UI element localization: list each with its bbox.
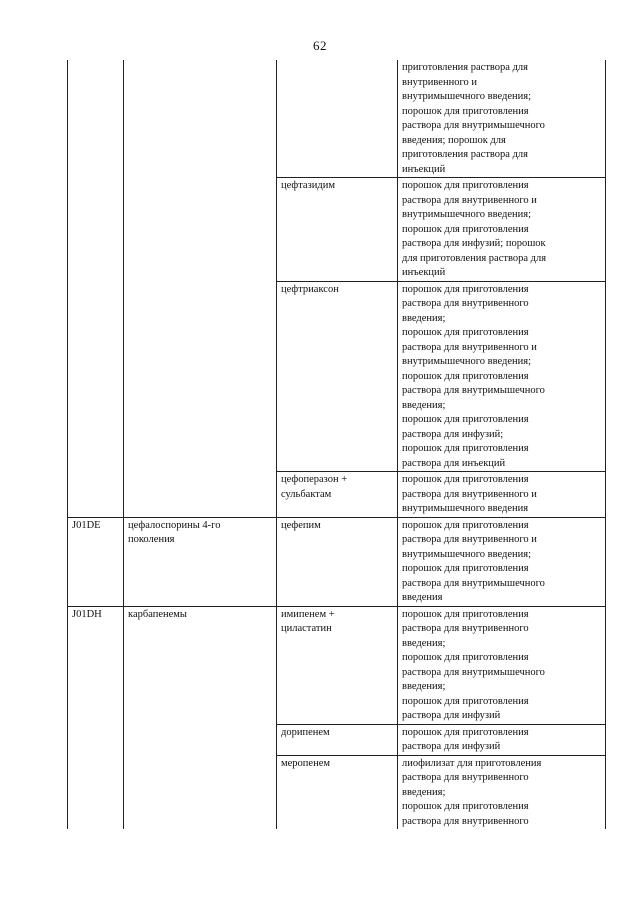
drug-name-line: имипенем + [281, 608, 335, 620]
drug-name-line: цефоперазон + [281, 474, 348, 485]
form-line: внутримышечного введения [402, 503, 529, 514]
dosage-form-cell [398, 472, 606, 518]
drug-name-cell [277, 60, 398, 178]
atc-code-cell [68, 60, 124, 517]
form-line: раствора для внутривенного [402, 772, 529, 783]
atc-code-cell [68, 606, 124, 829]
drug-name-cell [277, 724, 398, 755]
group-name: карбапенемы [128, 608, 187, 620]
form-line: раствора для внутривенного [402, 298, 529, 309]
form-line: порошок для приготовления [402, 652, 529, 663]
form-line: введения; [402, 312, 446, 324]
form-line: раствора для инфузий; [402, 428, 504, 440]
form-line: раствора для внутривенного и [402, 194, 537, 206]
dosage-form-cell [398, 606, 606, 724]
drug-name-cell [277, 755, 398, 829]
drug-name: цефтазидим [281, 180, 335, 191]
form-line: внутривенного и [402, 76, 477, 88]
atc-code: J01DH [72, 608, 102, 620]
drug-name-cell [277, 178, 398, 282]
form-line: инъекций [402, 267, 446, 278]
form-line: раствора для внутривенного и [402, 488, 537, 500]
form-line: порошок для приготовления [402, 474, 529, 485]
form-line: внутримышечного введения; [402, 548, 532, 560]
form-line: внутримышечного введения; [402, 356, 532, 367]
form-line: раствора для внутримышечного [402, 385, 545, 396]
form-line: порошок для приготовления [402, 105, 529, 117]
form-line: порошок для приготовления [402, 608, 529, 620]
form-line: введения; [402, 637, 446, 649]
form-line: введения; [402, 786, 446, 798]
form-line: раствора для внутривенного [402, 623, 529, 634]
group-name-cell [124, 606, 277, 829]
medicines-table [67, 60, 606, 829]
atc-code-cell [68, 517, 124, 606]
dosage-form-cell [398, 755, 606, 829]
form-line: порошок для приготовления [402, 414, 529, 425]
form-line: раствора для инфузий [402, 710, 501, 721]
drug-name-cell [277, 517, 398, 606]
group-name-line: поколения [128, 534, 175, 545]
form-line: лиофилизат для приготовления [402, 757, 542, 769]
drug-name-line: сульбактам [281, 488, 332, 500]
form-line: порошок для приготовления [402, 726, 529, 738]
form-line: порошок для приготовления [402, 180, 529, 191]
form-line: введения [402, 592, 443, 603]
group-name-cell [124, 60, 277, 517]
form-line: внутримышечного введения; [402, 91, 532, 102]
form-line: раствора для инъекций [402, 457, 506, 469]
drug-name-cell [277, 281, 398, 472]
form-line: раствора для инфузий [402, 741, 501, 752]
form-line: порошок для приготовления [402, 695, 529, 707]
table-row [68, 60, 606, 178]
group-name-cell [124, 517, 277, 606]
drug-name: дорипенем [281, 726, 330, 738]
form-line: порошок для приготовления [402, 563, 529, 574]
form-line: порошок для приготовления [402, 519, 529, 531]
dosage-form-cell [398, 281, 606, 472]
form-line: внутримышечного введения; [402, 209, 532, 220]
form-line: порошок для приготовления [402, 327, 529, 338]
form-line: раствора для инфузий; порошок [402, 238, 546, 249]
dosage-form-cell [398, 60, 606, 178]
form-line: раствора для внутримышечного [402, 120, 545, 131]
drug-name: меропенем [281, 757, 331, 769]
form-line: введения; порошок для [402, 134, 506, 146]
form-line: введения; [402, 681, 446, 692]
form-line: раствора для внутривенного и [402, 341, 537, 353]
form-line: приготовления раствора для [402, 149, 528, 160]
dosage-form-cell [398, 724, 606, 755]
form-line: порошок для приготовления [402, 801, 529, 812]
drug-name-line: циластатин [281, 623, 332, 634]
atc-code: J01DE [72, 519, 101, 531]
form-line: порошок для приготовления [402, 223, 529, 235]
form-line: порошок для приготовления [402, 283, 529, 295]
form-line: инъекций [402, 163, 446, 175]
group-name-line: цефалоспорины 4-го [128, 519, 221, 531]
form-line: введения; [402, 399, 446, 411]
table-row [68, 606, 606, 724]
form-line: раствора для внутривенного [402, 815, 529, 827]
form-line: приготовления раствора для [402, 62, 528, 73]
page-number: 62 [313, 38, 327, 53]
drug-name: цефтриаксон [281, 283, 339, 295]
dosage-form-cell [398, 178, 606, 282]
table-row [68, 517, 606, 606]
drug-name-cell [277, 472, 398, 518]
form-line: порошок для приготовления [402, 370, 529, 382]
drug-name: цефепим [281, 519, 321, 531]
form-line: раствора для внутривенного и [402, 534, 537, 545]
form-line: для приготовления раствора для [402, 252, 547, 264]
form-line: раствора для внутримышечного [402, 577, 545, 589]
form-line: порошок для приготовления [402, 443, 529, 454]
form-line: раствора для внутримышечного [402, 666, 545, 678]
dosage-form-cell [398, 517, 606, 606]
drug-name-cell [277, 606, 398, 724]
